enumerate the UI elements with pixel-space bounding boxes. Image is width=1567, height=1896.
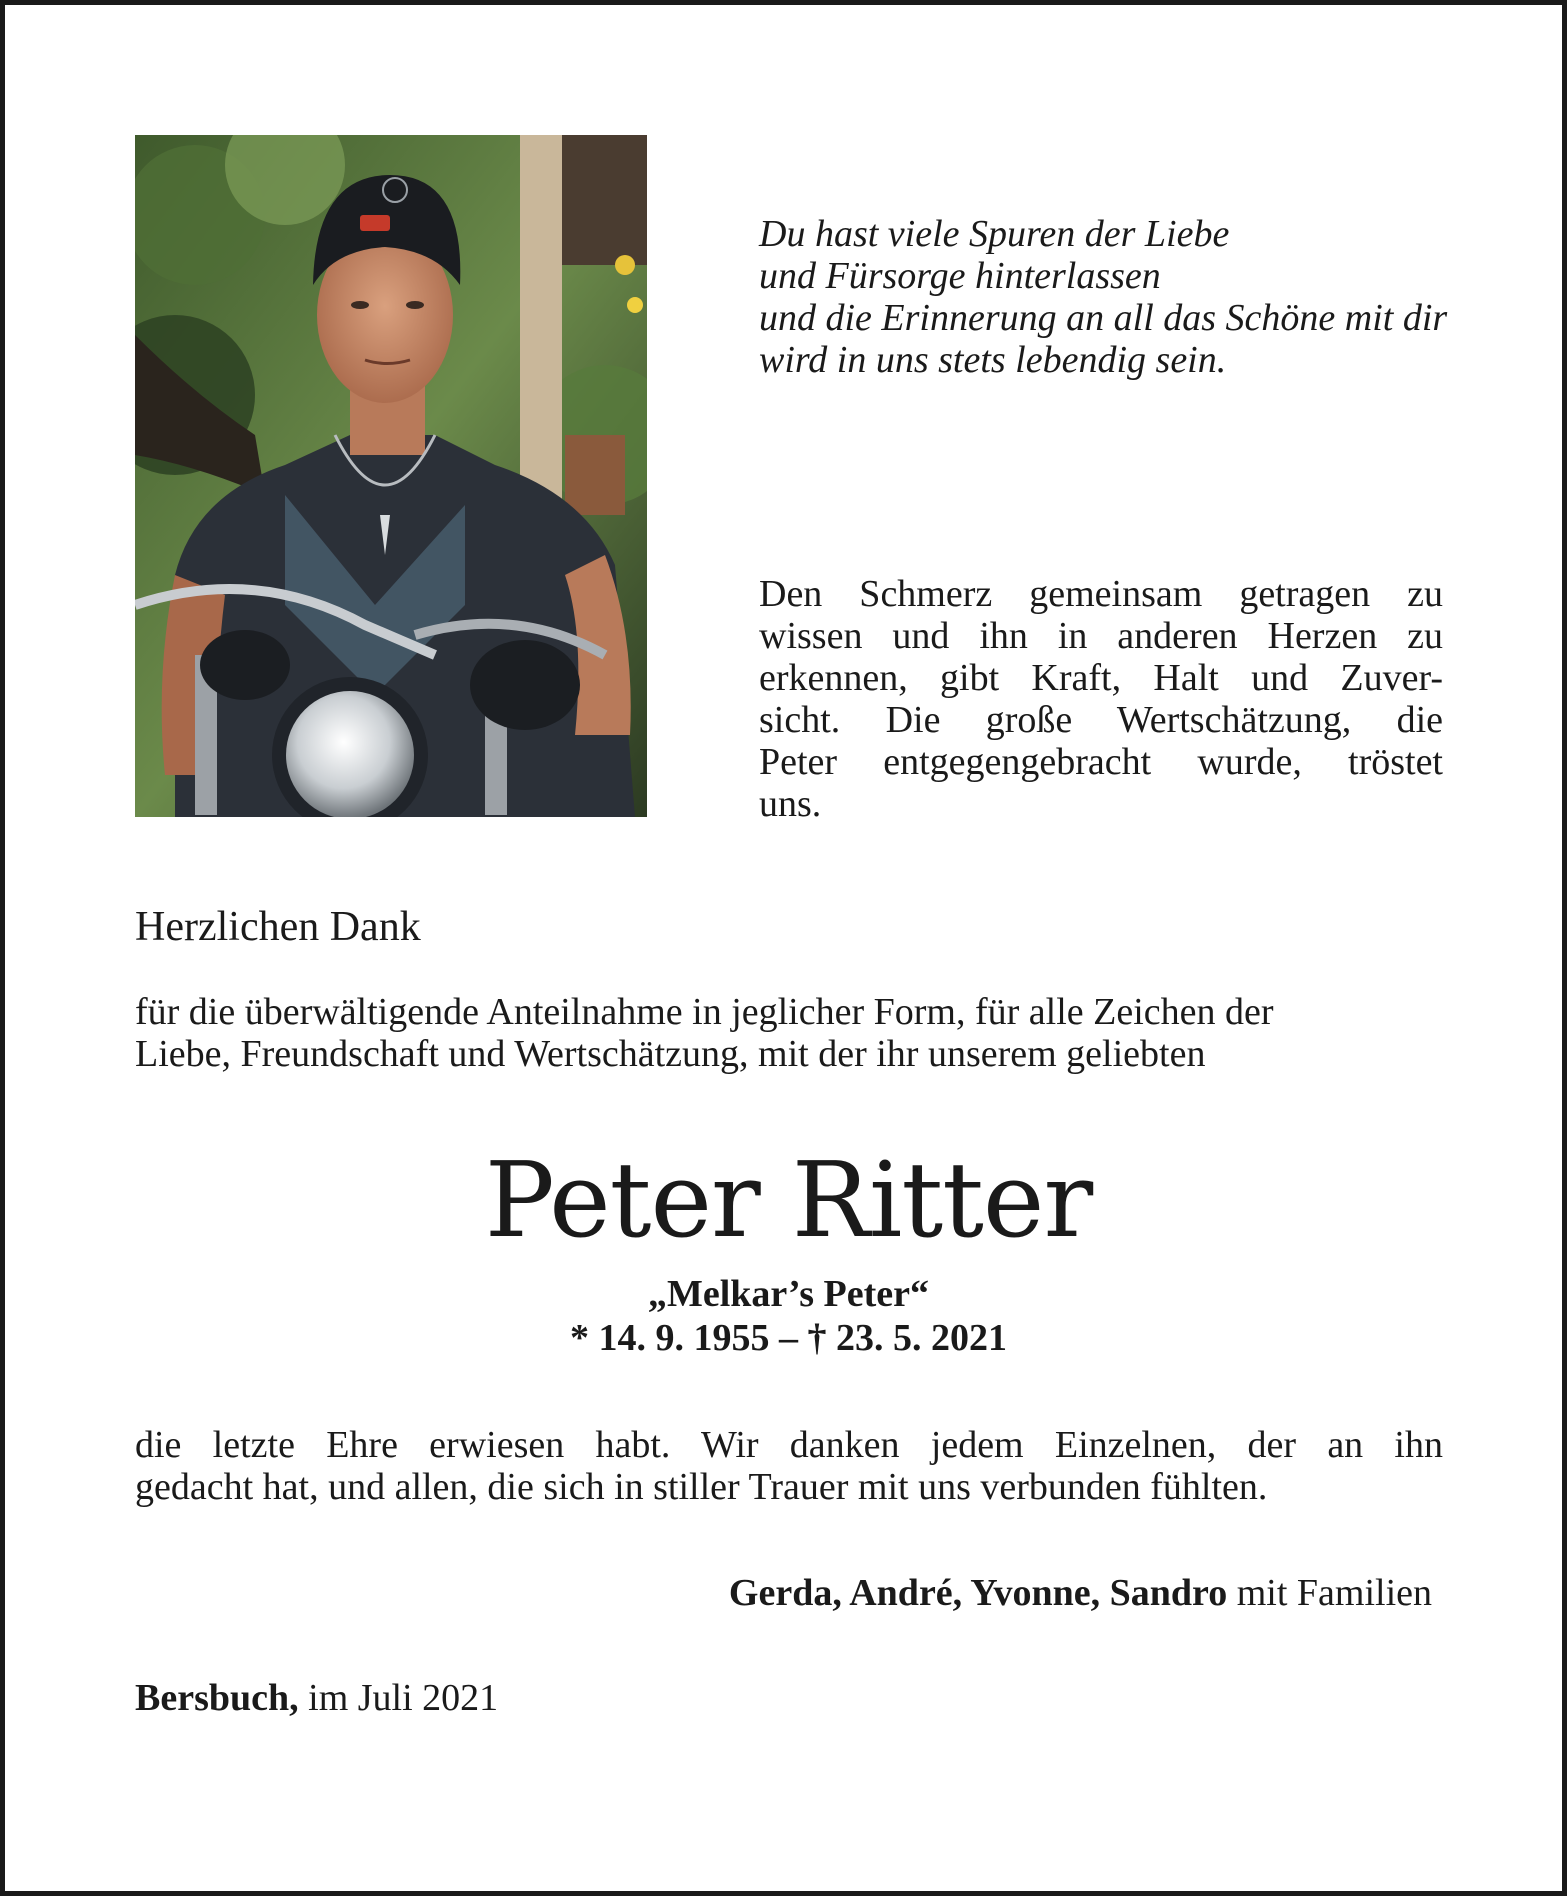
quote-line: und Fürsorge hinterlassen <box>759 255 1161 297</box>
paragraph-line: wissen und ihn in anderen Herzen zu <box>759 615 1443 657</box>
paragraph-line: gedacht hat, und allen, die sich in stiller Trauer mit uns verbunden fühlten. <box>135 1466 1268 1508</box>
quote-line: und die Erinnerung an all das Schöne mit dir <box>759 297 1448 339</box>
deceased-nickname: „Melkar’s Peter“ <box>648 1273 929 1315</box>
place-town: Bersbuch, <box>135 1677 299 1719</box>
deceased-name: Peter Ritter <box>484 1139 1093 1261</box>
paragraph-line: erkennen, gibt Kraft, Halt und Zuver- <box>759 657 1443 699</box>
paragraph-line: uns. <box>759 783 822 825</box>
thanks-heading: Herzlichen Dank <box>135 904 421 950</box>
closing-paragraph <box>135 1424 1443 1508</box>
paragraph-line: sicht. Die große Wertschätzung, die <box>759 699 1443 741</box>
memorial-quote <box>759 213 1479 381</box>
place-and-date <box>135 1677 498 1719</box>
paragraph-line: Liebe, Freundschaft und Wertschätzung, mit der ihr unserem geliebten <box>135 1033 1206 1075</box>
thanks-paragraph <box>135 991 1445 1075</box>
paragraph-line: Peter entgegengebracht wurde, tröstet <box>759 741 1443 783</box>
comfort-paragraph <box>759 573 1443 825</box>
signer-suffix: mit Familien <box>1227 1572 1432 1614</box>
paragraph-line: für die überwältigende Anteilnahme in jeglicher Form, für alle Zeichen der <box>135 991 1274 1033</box>
signers <box>729 1572 1432 1614</box>
paragraph-line: die letzte Ehre erwiesen habt. Wir danken jedem Einzelnen, der an ihn <box>135 1424 1443 1466</box>
signer-names: Gerda, André, Yvonne, Sandro <box>728 1572 1228 1614</box>
portrait-photo-icon <box>135 135 647 817</box>
portrait-photo <box>135 135 647 817</box>
paragraph-line: Den Schmerz gemeinsam getragen zu <box>759 573 1443 615</box>
quote-line: Du hast viele Spuren der Liebe <box>759 213 1230 255</box>
place-date: im Juli 2021 <box>298 1677 499 1719</box>
quote-line: wird in uns stets lebendig sein. <box>759 339 1227 381</box>
life-dates: * 14. 9. 1955 – † 23. 5. 2021 <box>570 1317 1007 1359</box>
